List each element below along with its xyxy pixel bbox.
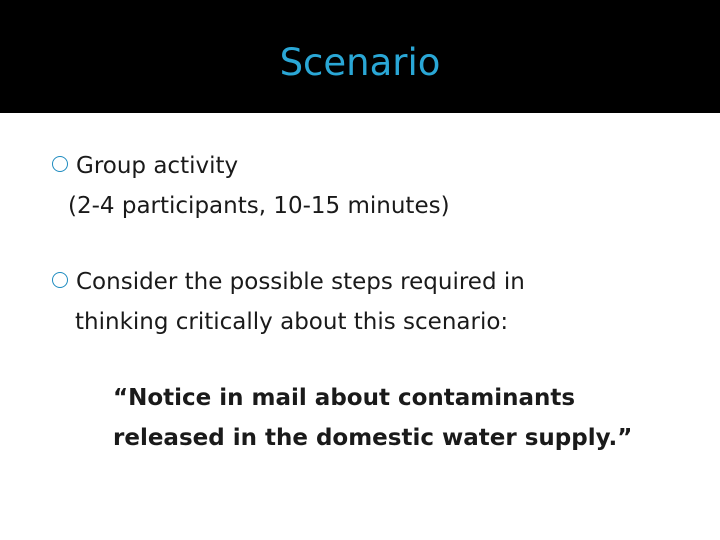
scenario-quote — [113, 378, 693, 458]
quote-line-2: released in the domestic water supply.” — [113, 425, 633, 451]
bullet-1-text: Group activity — [76, 153, 239, 179]
bullet-item-group-activity — [52, 150, 238, 183]
bullet-2-text: Consider the possible steps required in — [76, 269, 525, 295]
slide-title-text: Scenario — [279, 41, 441, 84]
hollow-circle-bullet-icon — [52, 156, 68, 172]
bullet-1-continuation: (2-4 participants, 10-15 minutes) — [68, 193, 450, 219]
slide-title — [0, 38, 720, 88]
bullet-item-consider-steps — [52, 266, 525, 299]
bullet-2-continuation: thinking critically about this scenario: — [75, 309, 509, 335]
hollow-circle-bullet-icon — [52, 272, 68, 288]
quote-line-1: “Notice in mail about contaminants — [113, 385, 576, 411]
